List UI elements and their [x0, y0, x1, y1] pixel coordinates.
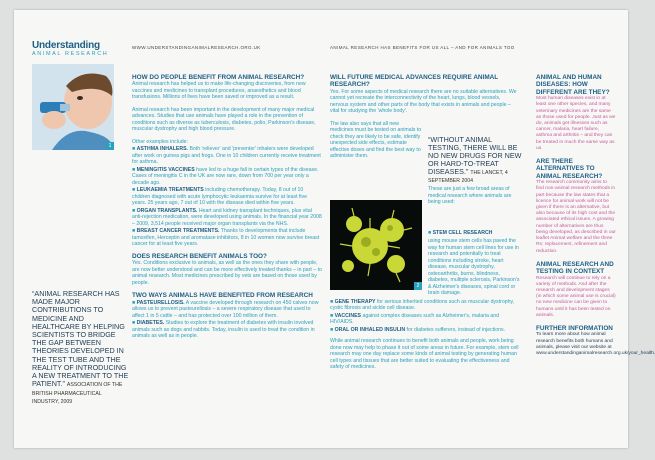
- quote-pharma-attribution: ASSOCIATION OF THE BRITISH PHARMACEUTICAL INDUSTRY, 2009: [32, 382, 123, 406]
- stem-cell-text: using mouse stem cells has paved the way for human stem cell lines for use in research and potentially to treat conditions including stroke, heart disease, muscular dystrophy, osteoarthritis, burns, blindness, diabetes, multiple sclerosis, Parkinson's & Alzheimer's diseases, spinal cord or brain damage.: [428, 238, 520, 296]
- list-item: ■ VACCINES against complex diseases such as Alzheimer's, malaria and HIV/AIDS.: [330, 312, 499, 325]
- photo-number-badge: 1: [106, 142, 114, 150]
- quote-lancet-attribution: THE LANCET, 4 SEPTEMBER 2004: [428, 170, 508, 185]
- paragraph: Yes. Conditions exclusive to animals, as well as the ones they share with people, are now better understood and can be more effectively treated thanks – in part – to animal research. Most medicines prescribed by vets are based on those used by people.: [132, 260, 322, 286]
- list-item: ■ MENINGITIS VACCINES have led to a huge fall in certain types of the disease. Cases of meningitis C in the UK are now rare, down from 700 per year only a decade ago.: [132, 166, 319, 186]
- paragraph: The law also says that all new medicines must be tested on animals to check they are likely to be safe, identify unexpected side effects, estimate effective doses and find the best way to administer them.: [330, 120, 422, 160]
- heading-further-info: FURTHER INFORMATION: [536, 324, 613, 332]
- paragraph: Animal research has been important in the development of many major medical advances. Studies that use animals have played a role in the prevention of conditions such as diverse as tuberculosis, diabetes, polio, Parkinson's disease, muscular dystrophy and high blood pressure.: [132, 106, 316, 133]
- photo-child-inhaler: [32, 64, 114, 150]
- list-item: ■ PASTEURELLOSIS. A vaccine developed through research on 450 calves now allows us to prevent pasteurellosis – a severe respiratory disease that used to affect 1 in 5 cattle – and has protected over 100 million of them.: [132, 299, 319, 319]
- paragraph: Yes. For some aspects of medical research there are no suitable alternatives. We cannot yet recreate the interconnectivity of the heart, lungs, blood vessels, nervous system and other parts of the body that exists in animals and people – vital for studying the 'whole body'.: [330, 88, 517, 115]
- logo-subtitle: ANIMAL RESEARCH: [32, 51, 109, 57]
- list-item: ■ ASTHMA INHALERS. Both 'reliever' and 'preventer' inhalers were developed after work on guinea pigs and frogs. One in 10 children currently receive treatment for asthma.: [132, 146, 321, 166]
- heading-benefit-people: HOW DO PEOPLE BENEFIT FROM ANIMAL RESEARCH?: [132, 74, 305, 81]
- column-future-lower: [330, 238, 520, 377]
- header-tagline: ANIMAL RESEARCH HAS BENEFITS FOR US ALL – AND FOR ANIMALS TOO: [330, 45, 515, 50]
- paragraph: To learn more about how animal research benefits both humans and animals, please visit our website at www.understandinganimalresearch.org.uk/your_health.: [536, 332, 655, 356]
- paragraph: Research will continue to rely on a variety of methods. And after the research and development stages (in which some animal use is crucial) no new medicine can be given to humans until it has been tested on animals.: [536, 275, 616, 318]
- stem-cell-label: STEM CELL RESEARCH: [432, 230, 493, 236]
- quote-lancet: [428, 136, 522, 185]
- heading-context: ANIMAL RESEARCH AND TESTING IN CONTEXT: [536, 260, 614, 276]
- image-number-badge: 2: [414, 282, 422, 290]
- paragraph: These are just a few broad areas of medical research where animals are being used:: [428, 186, 512, 205]
- paragraph: Animal research has helped us to make life-changing discoveries, from new vaccines and medicines to transplant procedures, anaesthetics and blood transfusions. Millions of lives have been saved or improved as a result.: [132, 81, 306, 101]
- paragraph: Other examples include:: [132, 138, 188, 145]
- heading-two-ways: TWO WAYS ANIMALS HAVE BENEFITED FROM RESEARCH: [132, 292, 313, 300]
- leaflet-page: [14, 10, 655, 448]
- child-inhaler-image: [32, 64, 114, 150]
- list-item: ■ DIABETES. Studies to explore the treatment of diabetes with insulin involved animals such as dogs and rabbits. Today, insulin is used to treat the condition in animals as well as in people.: [132, 320, 315, 340]
- logo: [32, 40, 118, 58]
- paragraph: Most human diseases exist in at least one other species, and many veterinary medicines are the same as those used for people. Just as we do, animals get illnesses such as cancer, malaria, heart failure, asthma and arthritis – and they can be treated in much the same way as us.: [536, 96, 616, 151]
- logo-title: Understanding: [32, 40, 100, 51]
- heading-future: WILL FUTURE MEDICAL ADVANCES REQUIRE ANIMAL RESEARCH?: [330, 74, 499, 89]
- quote-pharma: [32, 290, 130, 405]
- website-url: WWW.UNDERSTANDINGANIMALRESEARCH.ORG.UK: [132, 45, 261, 50]
- heading-diseases: ANIMAL AND HUMAN DISEASES: HOW DIFFERENT ARE THEY?: [536, 74, 610, 96]
- list-item: ■ ORAL OR INHALED INSULIN for diabetes sufferers, instead of injections.: [330, 326, 506, 333]
- heading-benefit-animals: DOES RESEARCH BENEFIT ANIMALS TOO?: [132, 252, 267, 260]
- list-item: ■ LEUKAEMIA TREATMENTS including chemotherapy. Today, 8 out of 10 children diagnosed with acute lymphocytic leukaemia survive for at least five years. 25 years ago, 7 out of 10 with the disease died within five years.: [132, 187, 308, 207]
- quote-lancet-text: “WITHOUT ANIMAL TESTING, THERE WILL BE NO NEW DRUGS FOR NEW OR HARD-TO-TREAT DISEASES.”: [428, 135, 522, 176]
- paragraph: The research community aims to find non-animal research methods in part because the law states that a licence for animal work will not be given if there is an alternative, but also because of its high cost and the associated ethical issues. A growing number of alternatives are thus being developed, as described in our leaflet Animal welfare and the three Rs: replacement, refinement and reduction.: [536, 180, 616, 254]
- list-item: ■ STEM CELL RESEARCH: [428, 230, 493, 236]
- quote-pharma-text: “ANIMAL RESEARCH HAS MADE MAJOR CONTRIBUTIONS TO MEDICINE AND HEALTHCARE BY HELPING SCIENTISTS TO BRIDGE THE GAP BETWEEN THEORIES DEVELOPED IN THE TEST TUBE AND THE REALITY OF INTRODUCING A NEW TREATMENT TO THE PATIENT.”: [32, 289, 129, 389]
- heading-alternatives: ARE THERE ALTERNATIVES TO ANIMAL RESEARCH?: [536, 158, 603, 180]
- column-sidebar: [536, 74, 655, 363]
- list-item: ■ ORGAN TRANSPLANTS. Heart and kidney transplant techniques, plus vital anti-rejection medication, were developed using animals. In the financial year 2008 – 2009, 3,514 people received major organ transplants via the NHS.: [132, 207, 322, 227]
- paragraph: While animal research continues to benefit both animals and people, work being done now may help to phase it out of some areas in future. For example, stem cell research may one day replace some kinds of animal testing by generating human cell types and tissues that are better suited to evaluating the effectiveness and safety of medicines.: [330, 338, 519, 370]
- column-benefits: [132, 74, 322, 341]
- list-item: ■ BREAST CANCER TREATMENTS. Thanks to developments that include tamoxifen, Herceptin and aromatase inhibitors, 8 in 10 women now survive breast cancer for at least five years.: [132, 228, 320, 248]
- list-item: ■ GENE THERAPY for serious inherited conditions such as muscular dystrophy, cystic fibrosis and sickle cell disease.: [330, 298, 515, 311]
